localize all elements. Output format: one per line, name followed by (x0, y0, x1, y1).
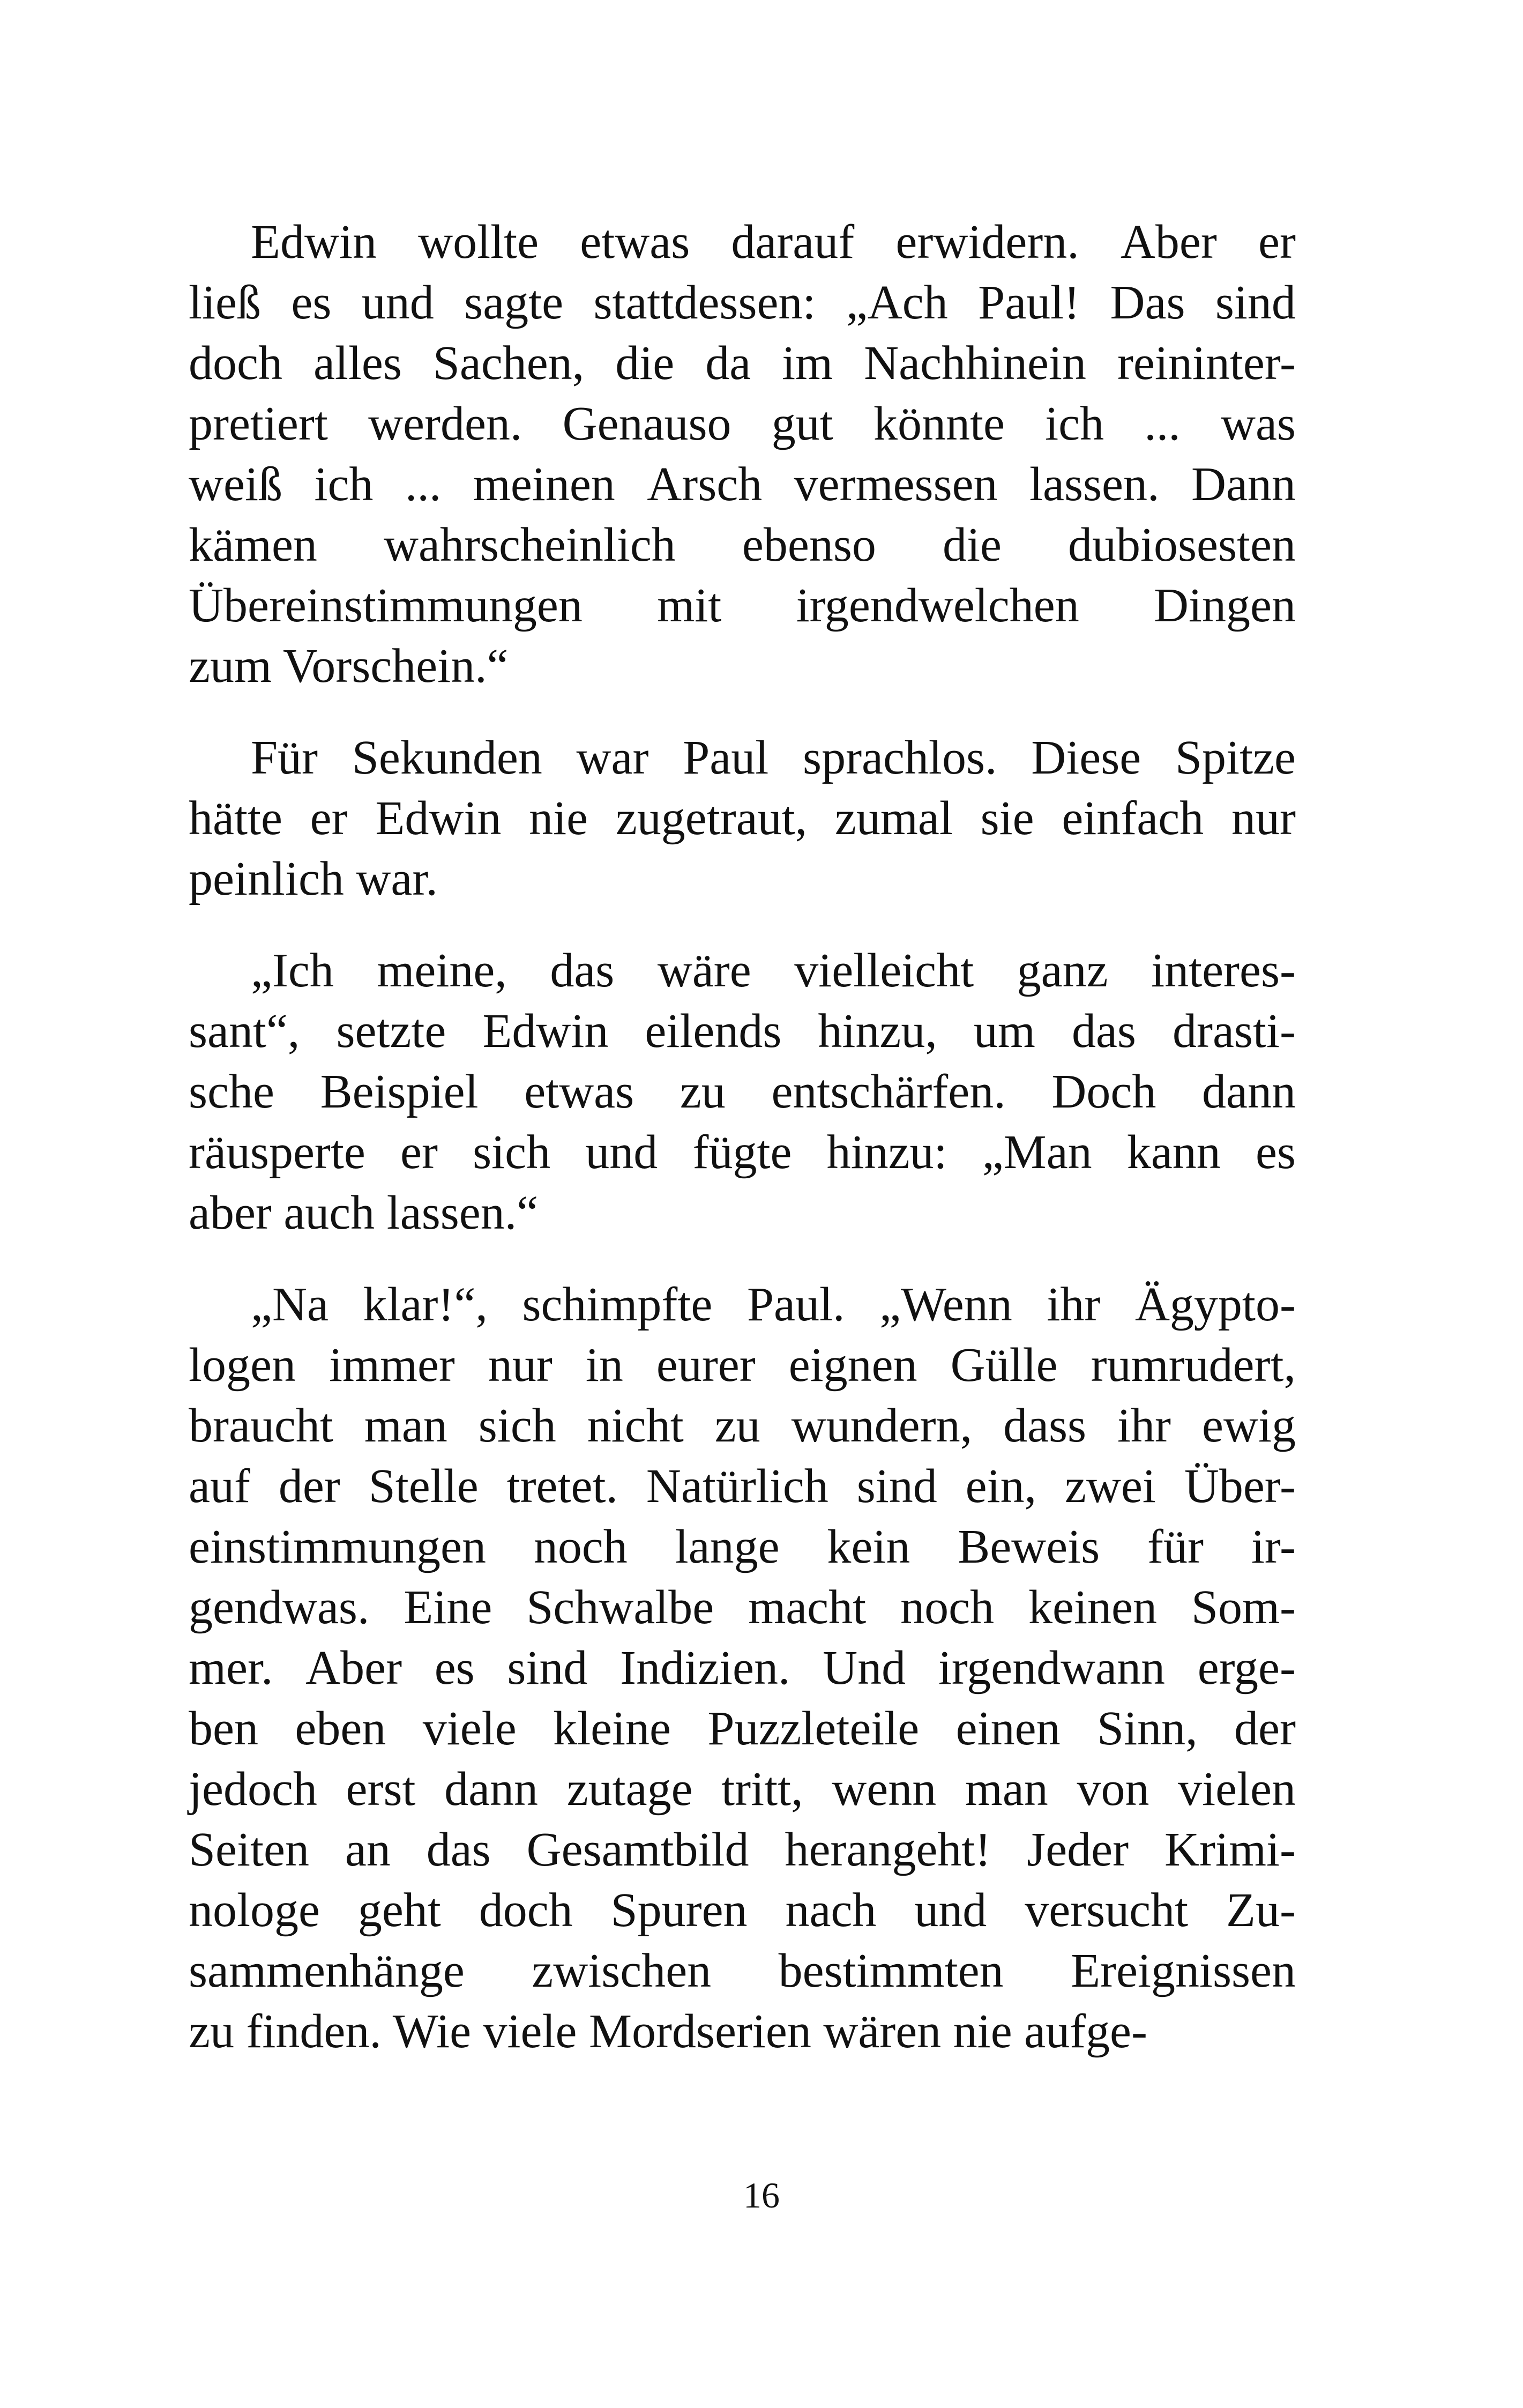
text-line: Für Sekunden war Paul sprachlos. Diese Spitze (251, 731, 1296, 784)
text-line: einstimmungen noch lange kein Beweis für ir- (189, 1520, 1296, 1573)
text-line: zum Vorschein.“ (189, 640, 509, 693)
text-line: auf der Stelle tretet. Natürlich sind ein, zwei Über- (189, 1460, 1296, 1513)
text-line: kämen wahrscheinlich ebenso die dubiosesten (189, 518, 1296, 571)
text-line: braucht man sich nicht zu wundern, dass ihr ewig (189, 1399, 1296, 1452)
text-line: aber auch lassen.“ (189, 1186, 539, 1239)
text-line: Seiten an das Gesamtbild herangeht! Jeder Krimi- (189, 1823, 1296, 1876)
text-line: sammenhänge zwischen bestimmten Ereignissen (189, 1944, 1296, 1997)
text-line: pretiert werden. Genauso gut könnte ich ... was (189, 397, 1296, 450)
paragraph (189, 727, 1296, 909)
paragraph (189, 212, 1296, 696)
page-number: 16 (743, 2175, 780, 2216)
text-line: nologe geht doch Spuren nach und versucht Zu- (189, 1884, 1296, 1937)
text-line: weiß ich ... meinen Arsch vermessen lassen. Dann (189, 458, 1296, 511)
paragraph (189, 1274, 1296, 2062)
text-line: ließ es und sagte stattdessen: „Ach Paul! Das sind (189, 276, 1296, 329)
text-line: gendwas. Eine Schwalbe macht noch keinen Som- (189, 1581, 1296, 1634)
text-line: zu finden. Wie viele Mordserien wären nie aufge- (189, 2005, 1147, 2058)
paragraph (189, 940, 1296, 1243)
text-line: mer. Aber es sind Indizien. Und irgendwann erge- (189, 1641, 1296, 1694)
text-line: logen immer nur in eurer eignen Gülle rumrudert, (189, 1339, 1296, 1392)
text-line: Übereinstimmungen mit irgendwelchen Dingen (189, 579, 1296, 632)
text-line: räusperte er sich und fügte hinzu: „Man kann es (189, 1126, 1296, 1179)
text-line: sant“, setzte Edwin eilends hinzu, um das drasti- (189, 1005, 1296, 1058)
text-line: sche Beispiel etwas zu entschärfen. Doch dann (189, 1065, 1296, 1118)
text-line: hätte er Edwin nie zugetraut, zumal sie einfach nur (189, 792, 1296, 845)
text-line: peinlich war. (189, 852, 438, 905)
text-line: „Na klar!“, schimpfte Paul. „Wenn ihr Ägypto- (251, 1278, 1296, 1331)
page-body (189, 212, 1296, 2093)
text-line: „Ich meine, das wäre vielleicht ganz interes- (251, 944, 1296, 997)
text-line: jedoch erst dann zutage tritt, wenn man von vielen (189, 1763, 1296, 1816)
text-line: Edwin wollte etwas darauf erwidern. Aber er (251, 215, 1296, 269)
text-line: doch alles Sachen, die da im Nachhinein reininter- (189, 337, 1296, 390)
text-line: ben eben viele kleine Puzzleteile einen Sinn, der (189, 1702, 1296, 1755)
